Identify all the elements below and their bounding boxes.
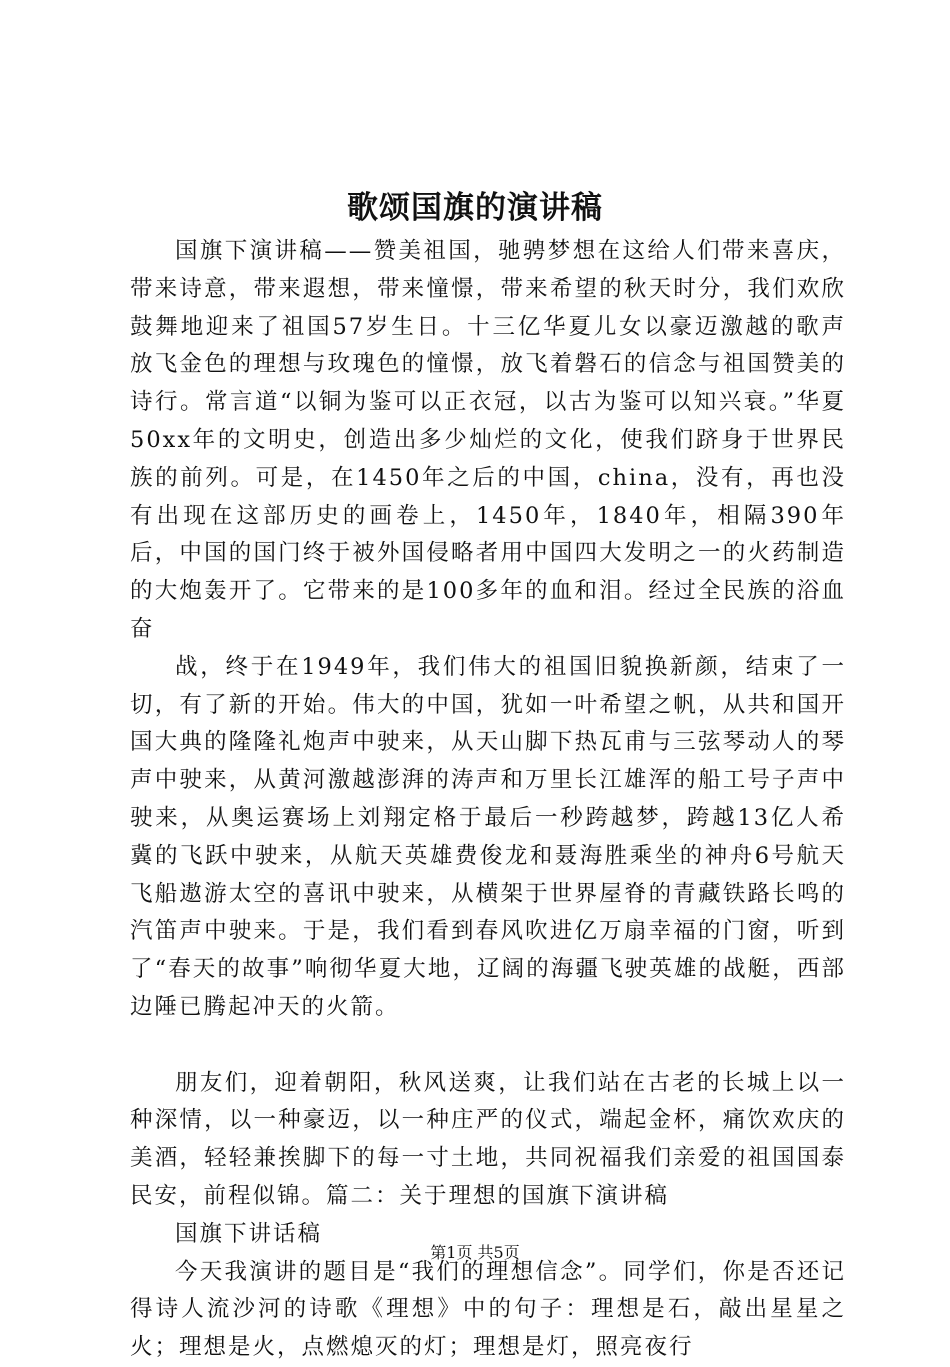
- paragraph-5: 今天我演讲的题目是“我们的理想信念”。同学们，你是否还记得诗人流沙河的诗歌《理想》中的句子：理想是石，敲出星星之火；理想是火，点燃熄灭的灯；理想是灯，照亮夜行: [130, 1258, 846, 1361]
- paragraph-gap: [130, 1027, 846, 1065]
- paragraph-3: 朋友们，迎着朝阳，秋风送爽，让我们站在古老的长城上以一种深情，以一种豪迈，以一种庄严的仪式，端起金杯，痛饮欢庆的美酒，轻轻兼挨脚下的每一寸土地，共同祝福我们亲爱的祖国国泰民安，前程似锦。篇二：关于理想的国旗下演讲稿: [130, 1069, 846, 1209]
- paragraph-1: 国旗下演讲稿——赞美祖国，驰骋梦想在这给人们带来喜庆，带来诗意，带来遐想，带来憧憬，带来希望的秋天时分，我们欢欣鼓舞地迎来了祖国57岁生日。十三亿华夏儿女以豪迈激越的歌声放飞金色的理想与玫瑰色的憧憬，放飞着磐石的信念与祖国赞美的诗行。常言道“以铜为鉴可以正衣冠，以古为鉴可以知兴衰。”华夏50xx年的文明史，创造出多少灿烂的文化，使我们跻身于世界民族的前列。可是，在1450年之后的中国，china，没有，再也没有出现在这部历史的画卷上，1450年，1840年，相隔390年后，中国的国门终于被外国侵略者用中国四大发明之一的火药制造的大炮轰开了。它带来的是100多年的血和泪。经过全民族的浴血奋: [130, 238, 846, 642]
- paragraph-4: 国旗下讲话稿: [175, 1220, 323, 1247]
- document-body: [130, 233, 846, 1367]
- document-title: 歌颂国旗的演讲稿: [347, 190, 603, 226]
- page-footer: 第1页 共5页: [430, 1243, 520, 1262]
- paragraph-2: 战，终于在1949年，我们伟大的祖国旧貌换新颜，结束了一切，有了新的开始。伟大的中国，犹如一叶希望之帆，从共和国开国大典的隆隆礼炮声中驶来，从天山脚下热瓦甫与三弦琴动人的琴声中驶来，从黄河激越澎湃的涛声和万里长江雄浑的船工号子声中驶来，从奥运赛场上刘翔定格于最后一秒跨越梦，跨越13亿人希冀的飞跃中驶来，从航天英雄费俊龙和聂海胜乘坐的神舟6号航天飞船遨游太空的喜讯中驶来，从横架于世界屋脊的青藏铁路长鸣的汽笛声中驶来。于是，我们看到春风吹进亿万扇幸福的门窗，听到了“春天的故事”响彻华夏大地，辽阔的海疆飞驶英雄的战艇，西部边陲已腾起冲天的火箭。: [130, 653, 846, 1020]
